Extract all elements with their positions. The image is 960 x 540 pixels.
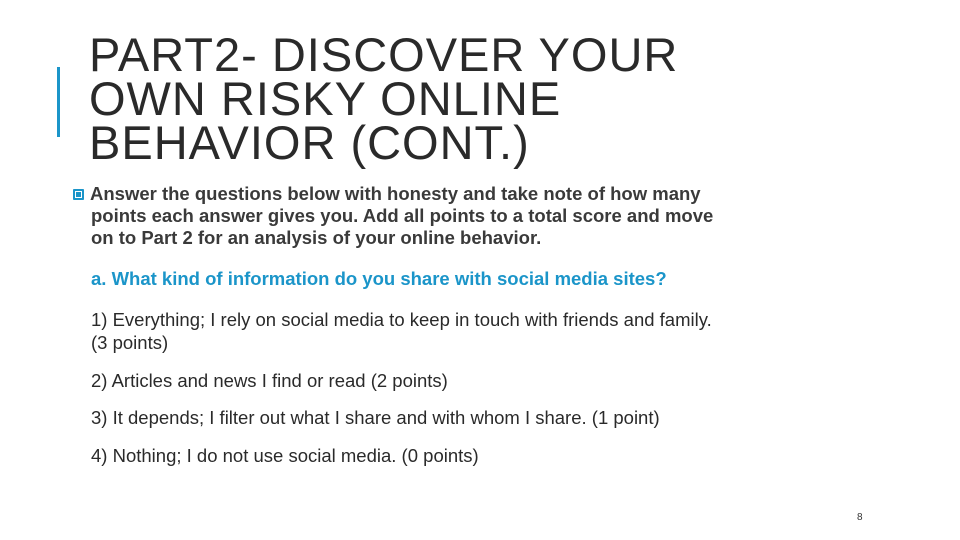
title-line: PART2- DISCOVER YOUR xyxy=(89,28,679,81)
instructions-line-1 xyxy=(73,183,853,205)
page-number: 8 xyxy=(857,512,863,523)
title-line: OWN RISKY ONLINE xyxy=(89,72,562,125)
answer-list xyxy=(91,308,851,467)
instructions-line-2: points each answer gives you. Add all points to a total score and move xyxy=(91,205,714,226)
checkbox-bullet-icon xyxy=(73,189,84,200)
title-accent-bar xyxy=(57,67,60,137)
question-a: a. What kind of information do you share with social media sites? xyxy=(91,268,667,289)
slide-title xyxy=(89,28,679,169)
answer-option-1 xyxy=(91,308,851,369)
instructions-paragraph xyxy=(73,183,853,249)
answer-option-3 xyxy=(91,406,851,444)
answer-option-4 xyxy=(91,444,851,467)
instructions-line-3: on to Part 2 for an analysis of your online behavior. xyxy=(91,227,542,248)
answer-option-2 xyxy=(91,369,851,406)
answer-text: (3 points) xyxy=(91,332,169,353)
answer-text: 1) Everything; I rely on social media to keep in touch with friends and family. xyxy=(91,309,712,330)
answer-text: 2) Articles and news I find or read (2 points) xyxy=(91,370,448,391)
answer-text: 3) It depends; I filter out what I share and with whom I share. (1 point) xyxy=(91,407,660,428)
answer-text: 4) Nothing; I do not use social media. (0 points) xyxy=(91,445,479,466)
title-line: BEHAVIOR (CONT.) xyxy=(89,116,530,169)
instructions-text: Answer the questions below with honesty and take note of how many xyxy=(90,183,701,204)
